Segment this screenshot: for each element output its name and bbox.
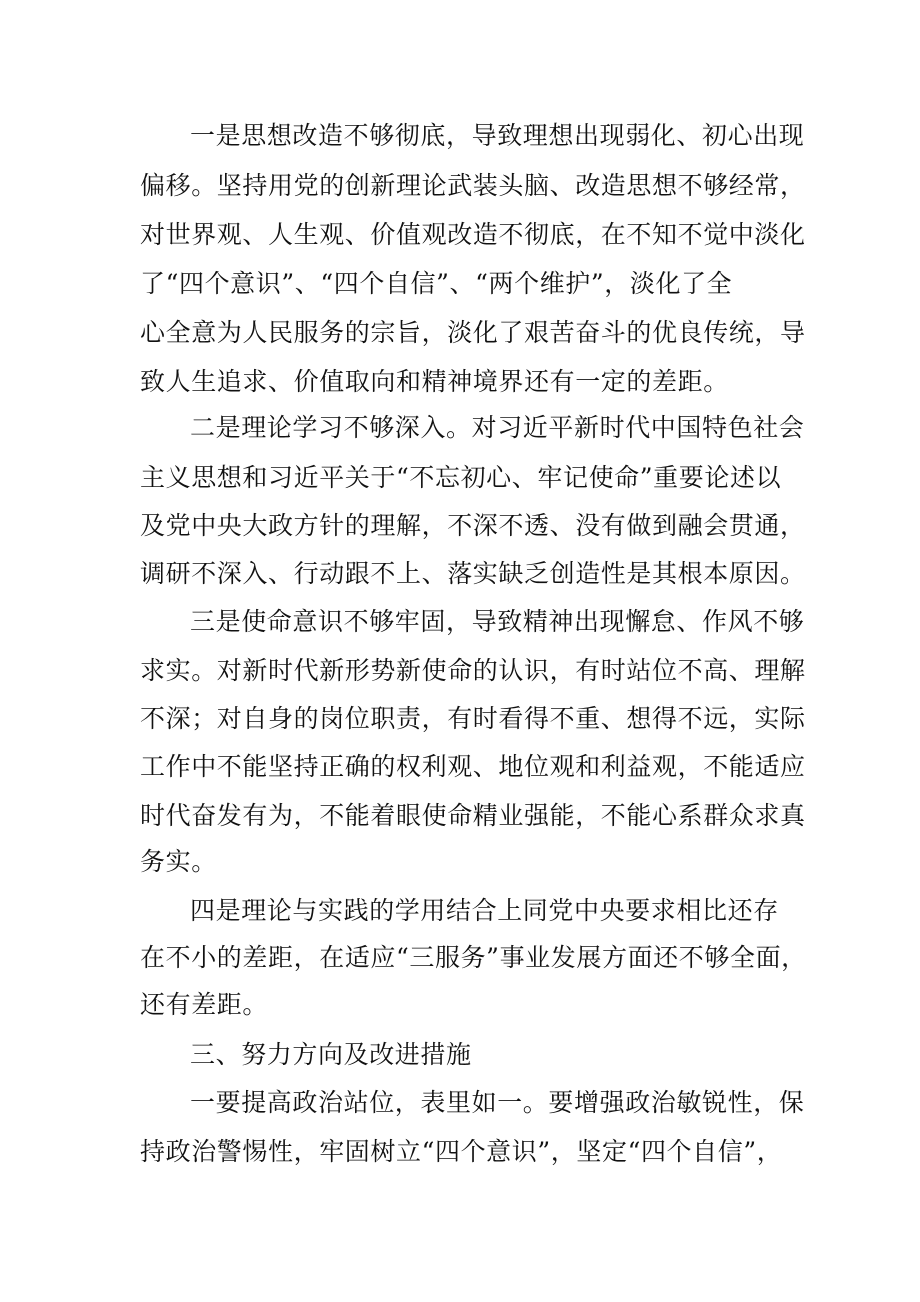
paragraph-1-line-1: 一是思想改造不够彻底，导致理想出现弱化、初心出现 [190,121,805,150]
paragraph-1-line-2: 偏移。坚持用党的创新理论武装头脑、改造思想不够经常， [140,171,806,200]
paragraph-2-line-4: 调研不深入、行动跟不上、落实缺乏创造性是其根本原因。 [140,559,806,588]
paragraph-2-line-2: 主义思想和习近平关于“不忘初心、牢记使命”重要论述以 [140,463,782,492]
paragraph-1-line-5: 心全意为人民服务的宗旨，淡化了艰苦奋斗的优良传统，导 [140,318,806,347]
paragraph-5-line-1: 一要提高政治站位，表里如一。要增强政治敏锐性，保 [190,1088,805,1117]
paragraph-4-line-1: 四是理论与实践的学用结合上同党中央要求相比还存 [190,896,779,925]
paragraph-2-line-1: 二是理论学习不够深入。对习近平新时代中国特色社会 [190,413,805,442]
paragraph-3-line-3: 不深；对自身的岗位职责，有时看得不重、想得不远，实际 [140,704,806,733]
paragraph-3-line-5: 时代奋发有为，不能着眼使命精业强能，不能心系群众求真 [140,801,806,830]
paragraph-3-line-1: 三是使命意识不够牢固，导致精神出现懈怠、作风不够 [190,607,805,636]
paragraph-1-line-4: 了“四个意识”、“四个自信”、“两个维护”，淡化了全 [140,269,733,298]
paragraph-1-line-6: 致人生追求、价值取向和精神境界还有一定的差距。 [140,367,729,396]
paragraph-3-line-4: 工作中不能坚持正确的权利观、地位观和利益观，不能适应 [140,752,806,781]
paragraph-4-line-3: 还有差距。 [140,990,269,1019]
section-heading: 三、努力方向及改进措施 [190,1040,472,1069]
paragraph-3-line-6: 务实。 [140,847,217,876]
paragraph-1-line-3: 对世界观、人生观、价值观改造不彻底，在不知不觉中淡化 [140,220,806,249]
paragraph-3-line-2: 求实。对新时代新形势新使命的认识，有时站位不高、理解 [140,656,806,685]
paragraph-4-line-2: 在不小的差距，在适应“三服务”事业发展方面还不够全面， [140,943,807,972]
paragraph-2-line-3: 及党中央大政方针的理解，不深不透、没有做到融会贯通， [140,511,806,540]
paragraph-5-line-2: 持政治警惕性，牢固树立“四个意识”，坚定“四个自信”， [140,1137,783,1166]
